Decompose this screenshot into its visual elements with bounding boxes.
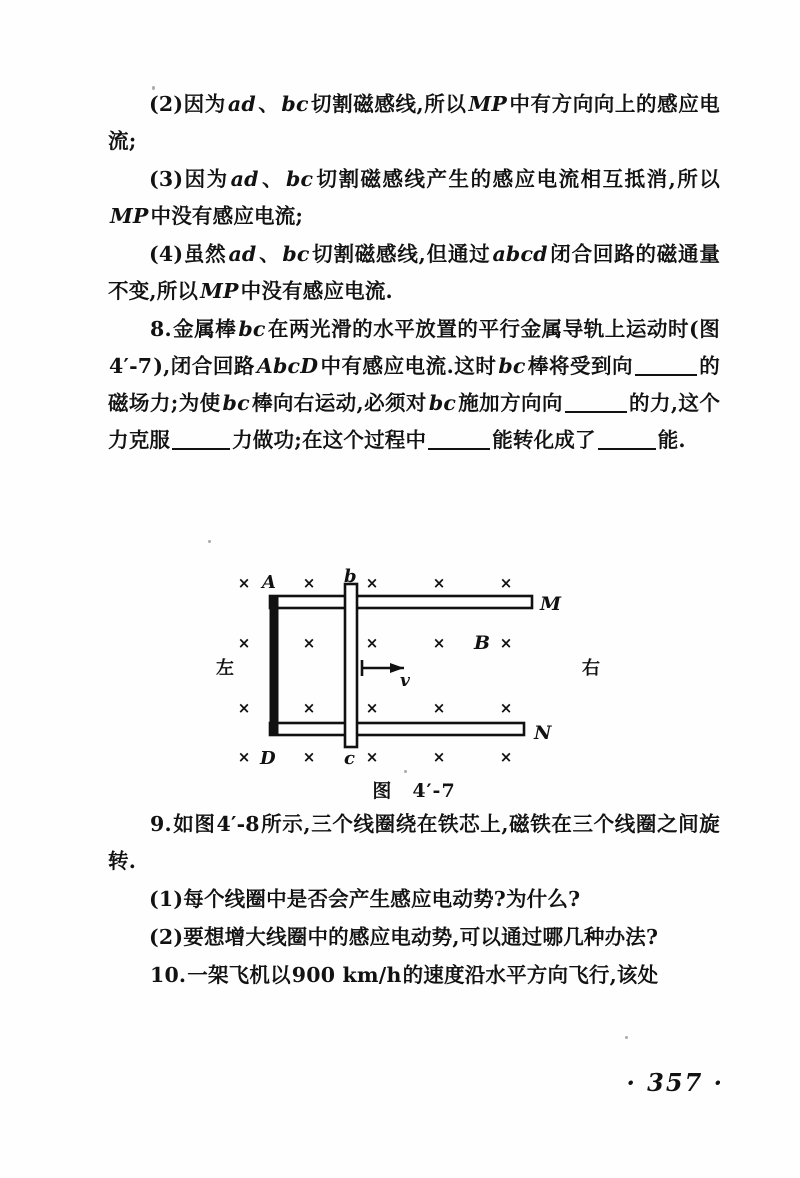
figure-caption (108, 776, 720, 803)
field-cross: × (499, 699, 513, 717)
rail-bottom-DN (270, 723, 524, 735)
label-left-direction: 左 (216, 658, 234, 679)
item-4-var-mp: MP (200, 279, 239, 303)
field-cross: × (302, 634, 316, 652)
item-4-var-bc: bc (282, 242, 310, 266)
item-4-var-ad: ad (228, 242, 257, 266)
paragraph-item-10 (108, 957, 720, 994)
field-cross: × (432, 748, 446, 766)
item-2-var-ad: ad (227, 92, 256, 116)
item-3-text-a: 因为 (183, 167, 229, 191)
item-8-v4: bc (498, 354, 526, 378)
field-cross: × (499, 748, 513, 766)
item-3-sep: 、 (260, 167, 284, 191)
field-cross: × (237, 748, 251, 766)
item-8-t12: 能. (657, 428, 686, 452)
text-block-upper (108, 86, 720, 459)
item-2-label: (2) (149, 92, 184, 116)
item-4-text-a: 虽然 (183, 242, 227, 266)
paragraph-item-2 (108, 86, 720, 160)
item-2-text-c: 中有方向向上的感应电流; (108, 92, 721, 153)
item-3-text-b: 切割磁感线产生的感应电流相互抵消,所以 (315, 167, 721, 191)
item-8-t2: 在两光滑的水平放置的平行金属导轨上运动时(图 (267, 317, 720, 341)
item-8-v6: bc (428, 391, 457, 415)
paragraph-item-9 (108, 806, 720, 880)
item-9-t1: 如图 (172, 812, 216, 836)
item-9-t2: 所示,三个线圈绕在铁芯上,磁铁在三个线圈之间旋转. (108, 812, 720, 873)
field-cross: × (237, 699, 251, 717)
field-cross: × (365, 748, 379, 766)
item-9-figure-ref: 4′-8 (216, 812, 260, 836)
label-B: B (474, 632, 491, 654)
label-D: D (260, 748, 276, 769)
item-3-var-bc: bc (285, 167, 314, 191)
item-8-figure-ref: 4′-7 (109, 354, 153, 378)
fill-in-blank-3[interactable] (172, 448, 230, 450)
scan-speck (625, 1036, 628, 1039)
scan-speck (208, 540, 211, 543)
item-8-t10: 力做功;在这个过程中 (232, 428, 427, 452)
item-4-label: (4) (149, 242, 184, 266)
field-cross: × (365, 574, 379, 592)
field-crosses-row-4 (238, 748, 513, 766)
field-crosses-row-1 (238, 574, 513, 592)
item-3-text-c: 中没有感应电流; (150, 204, 304, 228)
figure-4p-7 (108, 556, 720, 802)
item-8-t4: 中有感应电流.这时 (320, 354, 497, 378)
field-cross: × (302, 699, 316, 717)
item-3-var-ad: ad (230, 167, 259, 191)
figure-caption-label: 图 (372, 780, 393, 802)
item-8-v3: AbcD (256, 354, 319, 378)
item-4-text-c: 闭合回路的磁通量不变,所以 (108, 242, 721, 303)
label-right-direction: 右 (582, 658, 600, 679)
label-v: v (400, 671, 410, 691)
item-8-t11: 能转化成了 (492, 428, 596, 452)
paragraph-item-9-1 (108, 881, 720, 918)
item-4-text-b: 切割磁感线,但通过 (311, 242, 491, 266)
item-8-t9: 的力,这个力克服 (108, 391, 721, 452)
field-crosses-row-2 (238, 634, 513, 652)
item-10-speed-value: 900 km/h (291, 963, 402, 987)
item-9-2-text: 要想增大线圈中的感应电动势,可以通过哪几种办法? (183, 925, 659, 949)
item-8-label: 8. (150, 317, 172, 341)
item-9-1-text: 每个线圈中是否会产生感应电动势?为什么? (183, 887, 581, 911)
field-cross: × (432, 574, 446, 592)
item-8-v5: bc (222, 391, 250, 415)
field-cross: × (432, 699, 446, 717)
item-3-var-mp: MP (110, 204, 149, 228)
field-crosses-row-3 (238, 699, 513, 717)
item-8-t5: 棒将受到向 (527, 354, 633, 378)
item-8-t6: 的磁场力;为使 (108, 354, 721, 415)
item-2-sep: 、 (257, 92, 280, 116)
field-cross: × (365, 634, 379, 652)
velocity-arrow (362, 660, 404, 676)
paragraph-item-9-2 (108, 919, 720, 956)
field-cross: × (237, 634, 251, 652)
item-9-2-label: (2) (149, 925, 184, 949)
item-2-var-bc: bc (281, 92, 309, 116)
label-M: M (540, 593, 562, 615)
fill-in-blank-1[interactable] (635, 374, 697, 376)
bar-left-AD (270, 596, 278, 735)
paragraph-item-4 (108, 236, 720, 310)
item-9-1-label: (1) (149, 887, 184, 911)
item-2-var-mp: MP (468, 92, 507, 116)
label-b: b (344, 566, 357, 587)
sliding-rod-bc[interactable] (345, 584, 357, 747)
text-block-lower (108, 806, 720, 994)
item-8-t8: 施加方向向 (458, 391, 563, 415)
item-8-t1: 金属棒 (172, 317, 237, 341)
fill-in-blank-4[interactable] (428, 448, 490, 450)
item-3-label: (3) (149, 167, 184, 191)
paragraph-item-3 (108, 161, 720, 235)
item-8-t3: ),闭合回路 (153, 354, 255, 378)
item-4-sep: 、 (258, 242, 281, 266)
field-cross: × (499, 634, 513, 652)
field-cross: × (365, 699, 379, 717)
item-4-var-abcd: abcd (492, 242, 548, 266)
field-cross: × (499, 574, 513, 592)
figure-4p-7-diagram (204, 556, 624, 776)
label-c: c (344, 748, 355, 769)
rail-top-AM (270, 596, 532, 608)
fill-in-blank-5[interactable] (598, 448, 656, 450)
fill-in-blank-2[interactable] (565, 411, 627, 413)
field-cross: × (432, 634, 446, 652)
paragraph-item-8 (108, 311, 720, 459)
item-10-t2: 的速度沿水平方向飞行,该处 (402, 963, 659, 987)
item-10-label: 10. (150, 963, 187, 987)
page-number: · 357 · (626, 1068, 724, 1097)
item-8-t7: 棒向右运动,必须对 (251, 391, 427, 415)
item-2-text-b: 切割磁感线,所以 (310, 92, 467, 116)
item-2-text-a: 因为 (183, 92, 226, 116)
label-N: N (534, 722, 552, 744)
item-4-text-d: 中没有感应电流. (240, 279, 393, 303)
item-9-label: 9. (150, 812, 172, 836)
item-10-t1: 一架飞机以 (187, 963, 291, 987)
field-cross: × (302, 574, 316, 592)
label-A: A (262, 572, 276, 593)
item-8-v1: bc (238, 317, 266, 341)
field-cross: × (302, 748, 316, 766)
figure-caption-number: 4′-7 (412, 780, 456, 802)
field-cross: × (237, 574, 251, 592)
